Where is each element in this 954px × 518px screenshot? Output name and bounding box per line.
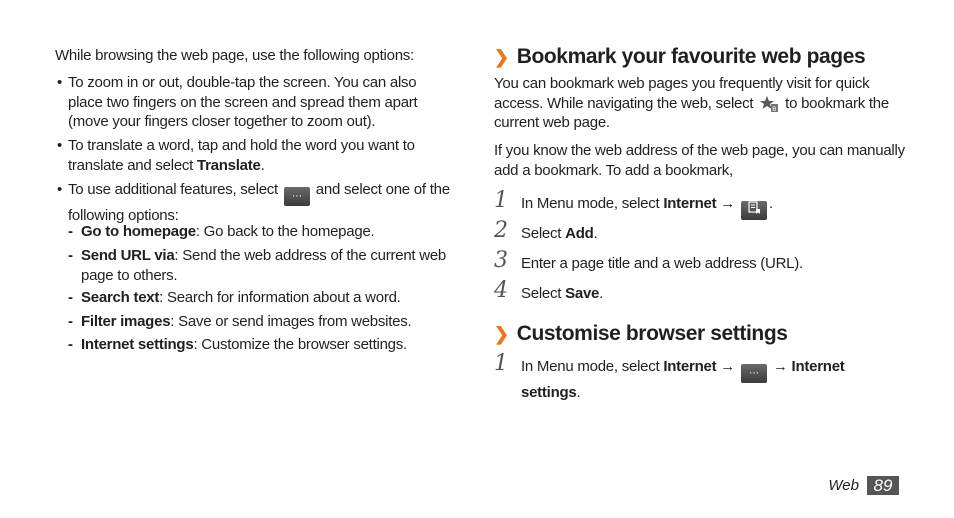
bookmark-step-3: 3 Enter a page title and a web address (URL). xyxy=(494,248,803,273)
bookmark-list-icon xyxy=(741,201,767,220)
bullet-zoom xyxy=(55,73,450,132)
bookmark-step-1: 1 In Menu mode, select Internet → . xyxy=(494,194,906,220)
bullet-dot: • xyxy=(57,74,63,91)
step-number: 2 xyxy=(494,218,508,243)
dash: - xyxy=(68,289,73,306)
page-number: 89 xyxy=(867,476,899,495)
section-heading-customise: ❯ Customise browser settings xyxy=(494,322,788,345)
bookmark-paragraph-2: If you know the web address of the web page, you can manually add a bookmark. To add a bookmark, xyxy=(494,142,905,179)
bookmark-star-icon xyxy=(759,94,779,113)
option-filter-images: - Filter images: Save or send images from websites. xyxy=(68,313,412,330)
chevron-right-icon: ❯ xyxy=(494,47,509,67)
bookmark-paragraph-1: You can bookmark web pages you frequently visit for quick access. While navigating the web, select B to bookmark the current web page. xyxy=(494,75,889,131)
section-heading-bookmark: ❯ Bookmark your favourite web pages xyxy=(494,45,866,68)
option-search-text: - Search text: Search for information about a word. xyxy=(68,289,401,306)
bullet-dot: • xyxy=(57,137,63,154)
svg-text:B: B xyxy=(772,105,777,113)
dash: - xyxy=(68,247,73,264)
option-send-url: - Send URL via: Send the web address of the current web page to others. xyxy=(68,247,447,284)
bullet-translate xyxy=(55,136,450,175)
option-go-to-homepage: - Go to homepage: Go back to the homepage. xyxy=(68,223,375,240)
dash: - xyxy=(68,336,73,353)
bullet-features-text: To use additional features, select ··· and select one of the following options: xyxy=(68,181,450,224)
bullet-zoom-text: To zoom in or out, double-tap the screen. You can also place two fingers on the screen and spread them apart (move your fingers closer together to zoom out). xyxy=(68,74,418,130)
bookmark-step-4: 4 Select Save. xyxy=(494,278,604,303)
chevron-right-icon: ❯ xyxy=(494,324,509,344)
page-footer xyxy=(828,476,899,495)
step-number: 4 xyxy=(494,278,508,303)
footer-section-label: Web xyxy=(828,477,859,494)
bullet-translate-text: To translate a word, tap and hold the word you want to translate and select Translate. xyxy=(68,137,415,174)
step-number: 1 xyxy=(494,188,508,213)
step-number: 3 xyxy=(494,248,508,273)
option-internet-settings: - Internet settings: Customize the browser settings. xyxy=(68,336,407,353)
bookmark-step-2: 2 Select Add. xyxy=(494,218,598,243)
customise-step-1: 1 In Menu mode, select Internet → ··· → Internet settings. xyxy=(494,351,845,401)
more-options-icon: ··· xyxy=(284,187,310,206)
bullet-features xyxy=(55,180,450,226)
dash: - xyxy=(68,223,73,240)
bullet-dot: • xyxy=(57,181,63,198)
more-options-icon: ··· xyxy=(741,364,767,383)
step-number: 1 xyxy=(494,351,508,376)
dash: - xyxy=(68,313,73,330)
intro-text: While browsing the web page, use the following options: xyxy=(55,47,414,64)
